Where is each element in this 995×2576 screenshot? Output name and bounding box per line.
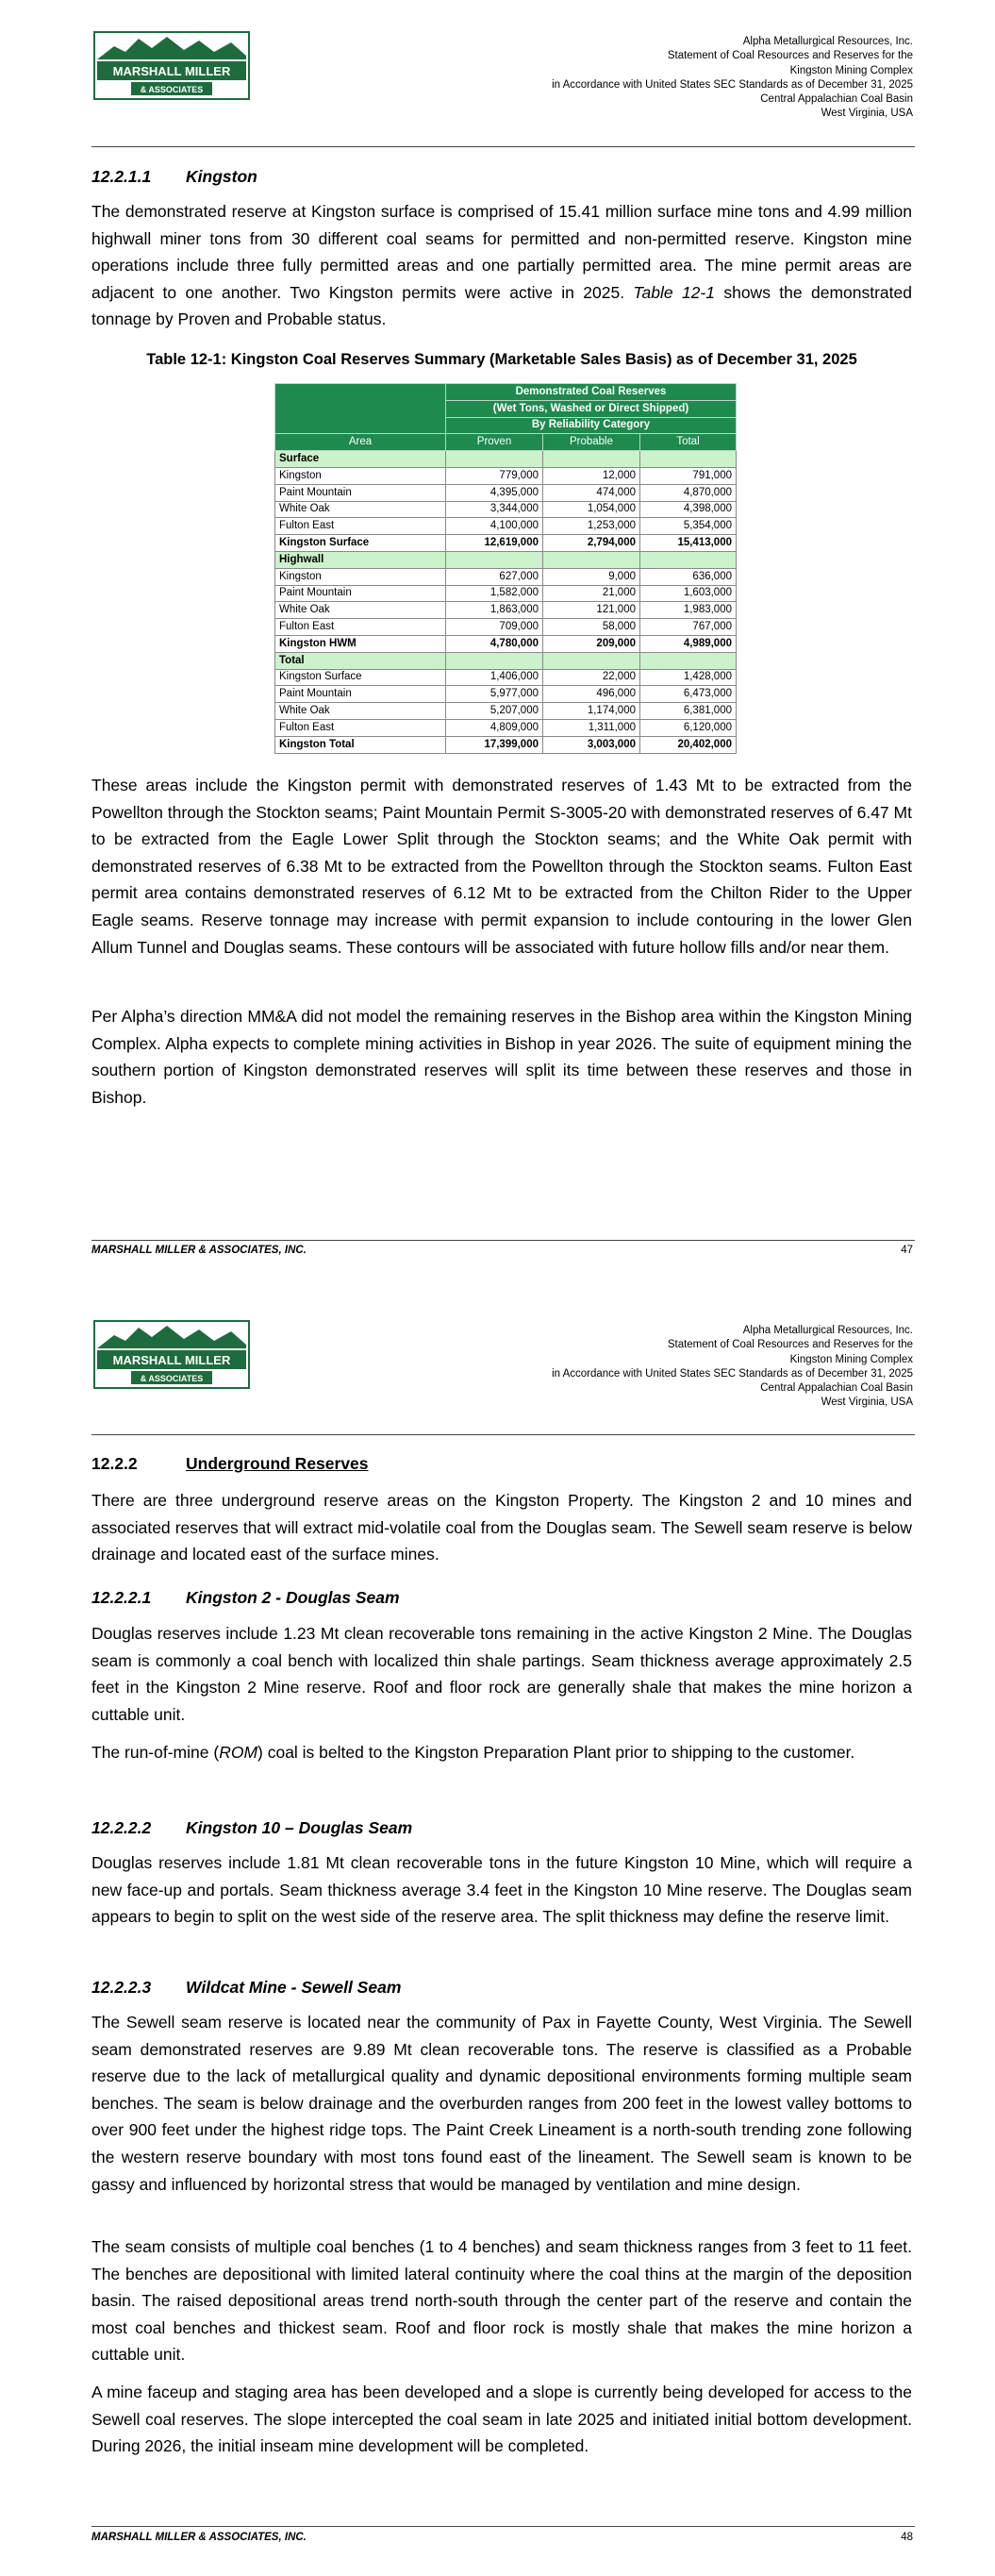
group-blank-cell — [446, 652, 543, 669]
cell-proven: 1,863,000 — [446, 602, 543, 619]
group-label: Surface — [275, 451, 446, 468]
table-row — [275, 518, 737, 535]
header-line: West Virginia, USA — [821, 1397, 913, 1409]
table-row — [275, 669, 737, 686]
section-title: Kingston — [186, 167, 257, 186]
cell-proven: 1,406,000 — [446, 669, 543, 686]
cell-proven: 5,977,000 — [446, 686, 543, 703]
group-label: Highwall — [275, 551, 446, 568]
cell-total: 4,870,000 — [640, 484, 737, 501]
cell-area: Paint Mountain — [275, 484, 446, 501]
subsection-heading — [91, 1588, 400, 1608]
cell-area: Fulton East — [275, 518, 446, 535]
footer-rule — [91, 1240, 915, 1241]
areas-paragraph: These areas include the Kingston permit with demonstrated reserves of 1.43 Mt to be extracted from the Powellton through the Stockton seams; Paint Mountain Permit S-3005-20 with demonstrated reserves of 6.47 Mt to be extracted from the Eagle Lower Split through the Stockton seams; and the White Oak permit with demonstrated reserves of 6.38 Mt to be extracted from the Powellton through the Stockton seams. Fulton East permit area contains demonstrated reserves of 6.12 Mt to be extracted from the Chilton Rider to the Upper Eagle seams. Reserve tonnage may increase with permit expansion to include contouring in the lower Glen Allum Tunnel and Douglas seams. These contours will be associated with future hollow fills and/or near them. — [91, 776, 912, 957]
group-blank-cell — [543, 652, 640, 669]
table-total-row — [275, 635, 737, 652]
table-group-row — [275, 451, 737, 468]
section-heading — [91, 1454, 369, 1474]
header-line: Alpha Metallurgical Resources, Inc. — [742, 36, 913, 47]
cell-proven: 4,809,000 — [446, 719, 543, 736]
cell-total: 4,398,000 — [640, 501, 737, 518]
table-blank-header — [275, 384, 446, 434]
kingston10-paragraph: Douglas reserves include 1.81 Mt clean recoverable tons in the future Kingston 10 Mine, which will require a new face-up and portals. Seam thickness average 3.4 feet in the Kingston 10 Mine reserve. The Douglas seam appears to begin to split on the west side of the reserve area. The split thickness may define the reserve limit. — [91, 1853, 912, 1927]
table-group-row — [275, 551, 737, 568]
group-blank-cell — [446, 551, 543, 568]
cell-total: 15,413,000 — [640, 535, 737, 552]
header-line: Statement of Coal Resources and Reserves for the — [667, 50, 913, 62]
cell-area: Fulton East — [275, 619, 446, 636]
page-48 — [0, 1288, 995, 2576]
svg-text:MARSHALL MILLER: MARSHALL MILLER — [112, 64, 231, 78]
table-row — [275, 585, 737, 602]
company-logo — [93, 31, 250, 100]
cell-proven: 5,207,000 — [446, 703, 543, 720]
sewell-paragraph-2: The seam consists of multiple coal benches (1 to 4 benches) and seam thickness ranges from 3 feet to 11 feet. The benches are depositional with limited lateral continuity where the coal thins at the margin of the deposition basin. The raised depositional areas trend north-south through the center part of the reserve and contain the most coal benches and thickest seam. Roof and floor rock is mostly shale that makes the mine horizon a cuttable unit. — [91, 2237, 912, 2365]
group-blank-cell — [543, 451, 640, 468]
underground-intro-paragraph: There are three underground reserve areas on the Kingston Property. The Kingston 2 and 10 mines and associated reserves that will extract mid-volatile coal from the Douglas seam. The Sewell seam reserve is below drainage and located east of the surface mines. — [91, 1491, 912, 1564]
cell-area: Kingston — [275, 568, 446, 585]
cell-probable: 1,311,000 — [543, 719, 640, 736]
section-title: Underground Reserves — [186, 1454, 369, 1473]
col-total: Total — [640, 434, 737, 451]
cell-area: Kingston — [275, 467, 446, 484]
cell-area: Kingston HWM — [275, 635, 446, 652]
footer-firm: MARSHALL MILLER & ASSOCIATES, INC. — [91, 2532, 307, 2543]
kingston2-paragraph: Douglas reserves include 1.23 Mt clean recoverable tons remaining in the active Kingston 2 Mine. The Douglas seam is commonly a coal bench with localized thin shale partings. Seam thickness average approximately 2.5 feet in the Kingston 2 Mine reserve. Roof and floor rock are generally shale that makes the mine horizon a cuttable unit. — [91, 1624, 912, 1724]
cell-total: 636,000 — [640, 568, 737, 585]
rom-paragraph: The run-of-mine (ROM) coal is belted to the Kingston Preparation Plant prior to shipping to the customer. — [91, 1743, 855, 1762]
cell-probable: 474,000 — [543, 484, 640, 501]
cell-proven: 4,780,000 — [446, 635, 543, 652]
cell-area: Kingston Surface — [275, 669, 446, 686]
col-probable: Probable — [543, 434, 640, 451]
cell-probable: 58,000 — [543, 619, 640, 636]
cell-total: 767,000 — [640, 619, 737, 636]
header-line: Kingston Mining Complex — [789, 64, 913, 76]
cell-total: 6,381,000 — [640, 703, 737, 720]
cell-total: 4,989,000 — [640, 635, 737, 652]
header-line: West Virginia, USA — [821, 108, 913, 120]
table-row — [275, 686, 737, 703]
cell-probable: 21,000 — [543, 585, 640, 602]
cell-proven: 709,000 — [446, 619, 543, 636]
group-blank-cell — [543, 551, 640, 568]
group-blank-cell — [640, 652, 737, 669]
cell-probable: 1,054,000 — [543, 501, 640, 518]
svg-text:& ASSOCIATES: & ASSOCIATES — [140, 85, 204, 94]
table-total-row — [275, 736, 737, 753]
cell-total: 6,120,000 — [640, 719, 737, 736]
cell-total: 1,603,000 — [640, 585, 737, 602]
faceup-paragraph: A mine faceup and staging area has been developed and a slope is currently being developed for access to the Sewell coal reserves. The slope intercepted the coal seam in late 2025 and initiated initial bottom development. During 2026, the initial inseam mine development will be completed. — [91, 2383, 912, 2456]
header-line: in Accordance with United States SEC Standards as of December 31, 2025 — [552, 1367, 913, 1380]
header-line: Central Appalachian Coal Basin — [760, 1382, 913, 1395]
cell-total: 5,354,000 — [640, 518, 737, 535]
cell-total: 20,402,000 — [640, 736, 737, 753]
cell-area: White Oak — [275, 501, 446, 518]
cell-area: Paint Mountain — [275, 585, 446, 602]
group-blank-cell — [640, 551, 737, 568]
cell-proven: 627,000 — [446, 568, 543, 585]
cell-proven: 3,344,000 — [446, 501, 543, 518]
cell-probable: 22,000 — [543, 669, 640, 686]
cell-area: Kingston Total — [275, 736, 446, 753]
cell-total: 791,000 — [640, 467, 737, 484]
page-number: 48 — [901, 2532, 913, 2543]
svg-text:MARSHALL MILLER: MARSHALL MILLER — [112, 1353, 231, 1367]
cell-probable: 12,000 — [543, 467, 640, 484]
cell-total: 6,473,000 — [640, 686, 737, 703]
table-reference: Table 12-1 — [633, 282, 715, 302]
section-number: 12.2.1.1 — [91, 167, 152, 186]
header-rule — [91, 1434, 915, 1435]
header-line: Alpha Metallurgical Resources, Inc. — [742, 1325, 913, 1336]
header-line: Statement of Coal Resources and Reserves for the — [667, 1339, 913, 1351]
cell-proven: 4,100,000 — [446, 518, 543, 535]
cell-probable: 1,253,000 — [543, 518, 640, 535]
cell-probable: 3,003,000 — [543, 736, 640, 753]
subsection-title: Kingston 10 – Douglas Seam — [186, 1818, 413, 1837]
report-header — [552, 1324, 913, 1411]
table-total-row — [275, 535, 737, 552]
table-row — [275, 719, 737, 736]
bishop-paragraph: Per Alpha’s direction MM&A did not model the remaining reserves in the Bishop area within the Kingston Mining Complex. Alpha expects to complete mining activities in Bishop in year 2026. The suite of equipment mining the southern portion of Kingston demonstrated reserves will split its time between these reserves and those in Bishop. — [91, 1007, 912, 1107]
cell-probable: 121,000 — [543, 602, 640, 619]
company-logo — [93, 1320, 250, 1389]
table-row — [275, 619, 737, 636]
subsection-number: 12.2.2.2 — [91, 1818, 152, 1837]
cell-area: Paint Mountain — [275, 686, 446, 703]
cell-area: White Oak — [275, 602, 446, 619]
intro-paragraph: The demonstrated reserve at Kingston surface is comprised of 15.41 million surface mine tons and 4.99 million highwall miner tons from 30 different coal seams for permitted and non-permitted reserve. Kingston mine operations include three fully permitted areas and one partially permitted area. The mine permit areas are adjacent to one another. Two Kingston permits were active in 2025. Table 12-1 shows the demonstrated tonnage by Proven and Probable status. — [91, 202, 912, 329]
cell-proven: 4,395,000 — [446, 484, 543, 501]
subsection-title: Kingston 2 - Douglas Seam — [186, 1588, 400, 1607]
footer-rule — [91, 2526, 915, 2527]
cell-proven: 1,582,000 — [446, 585, 543, 602]
header-line: Kingston Mining Complex — [789, 1353, 913, 1365]
sewell-paragraph-1: The Sewell seam reserve is located near the community of Pax in Fayette County, West Virginia. The Sewell seam demonstrated reserves are 9.89 Mt clean recoverable tons. The reserve is classified as a Probable reserve due to the lack of metallurgical quality and dynamic depositional environments forming multiple seam benches. The seam is below drainage and the overburden ranges from 200 feet in the lowest valley bottoms to over 900 feet under the highest ridge tops. The Paint Creek Lineament is a north-south trending zone following the western reserve boundary with most tons found east of the lineament. The Sewell seam is known to be gassy and influenced by horizontal stress that would be managed by ventilation and mine design. — [91, 2013, 912, 2194]
table-header-category: By Reliability Category — [446, 417, 737, 434]
table-row — [275, 484, 737, 501]
table-header-title: Demonstrated Coal Reserves — [446, 384, 737, 401]
page-number: 47 — [901, 1245, 913, 1256]
cell-total: 1,983,000 — [640, 602, 737, 619]
subsection-title: Wildcat Mine - Sewell Seam — [186, 1978, 402, 1997]
header-line: in Accordance with United States SEC Standards as of December 31, 2025 — [552, 78, 913, 91]
footer-firm: MARSHALL MILLER & ASSOCIATES, INC. — [91, 1245, 307, 1256]
cell-area: White Oak — [275, 703, 446, 720]
group-blank-cell — [446, 451, 543, 468]
reserves-table — [274, 383, 737, 754]
cell-proven: 17,399,000 — [446, 736, 543, 753]
subsection-number: 12.2.2.3 — [91, 1978, 152, 1997]
cell-probable: 209,000 — [543, 635, 640, 652]
cell-proven: 779,000 — [446, 467, 543, 484]
section-number: 12.2.2 — [91, 1454, 138, 1473]
subsection-heading — [91, 1818, 412, 1838]
col-proven: Proven — [446, 434, 543, 451]
cell-probable: 496,000 — [543, 686, 640, 703]
group-blank-cell — [640, 451, 737, 468]
section-heading — [91, 167, 257, 187]
table-group-row — [275, 652, 737, 669]
table-body — [275, 451, 737, 753]
cell-area: Kingston Surface — [275, 535, 446, 552]
svg-text:& ASSOCIATES: & ASSOCIATES — [140, 1374, 204, 1383]
table-row — [275, 501, 737, 518]
cell-total: 1,428,000 — [640, 669, 737, 686]
report-header — [552, 35, 913, 122]
rom-abbrev: ROM — [219, 1743, 258, 1762]
cell-probable: 9,000 — [543, 568, 640, 585]
cell-probable: 2,794,000 — [543, 535, 640, 552]
table-header-subtitle: (Wet Tons, Washed or Direct Shipped) — [446, 400, 737, 417]
cell-area: Fulton East — [275, 719, 446, 736]
subsection-heading — [91, 1978, 401, 1998]
cell-proven: 12,619,000 — [446, 535, 543, 552]
header-line: Central Appalachian Coal Basin — [760, 93, 913, 106]
cell-probable: 1,174,000 — [543, 703, 640, 720]
group-label: Total — [275, 652, 446, 669]
table-row — [275, 602, 737, 619]
col-area: Area — [275, 434, 446, 451]
table-row — [275, 467, 737, 484]
table-row — [275, 703, 737, 720]
subsection-number: 12.2.2.1 — [91, 1588, 152, 1607]
header-rule — [91, 146, 915, 147]
table-caption: Table 12-1: Kingston Coal Reserves Summary (Marketable Sales Basis) as of December 31, 2025 — [146, 351, 857, 368]
table-row — [275, 568, 737, 585]
